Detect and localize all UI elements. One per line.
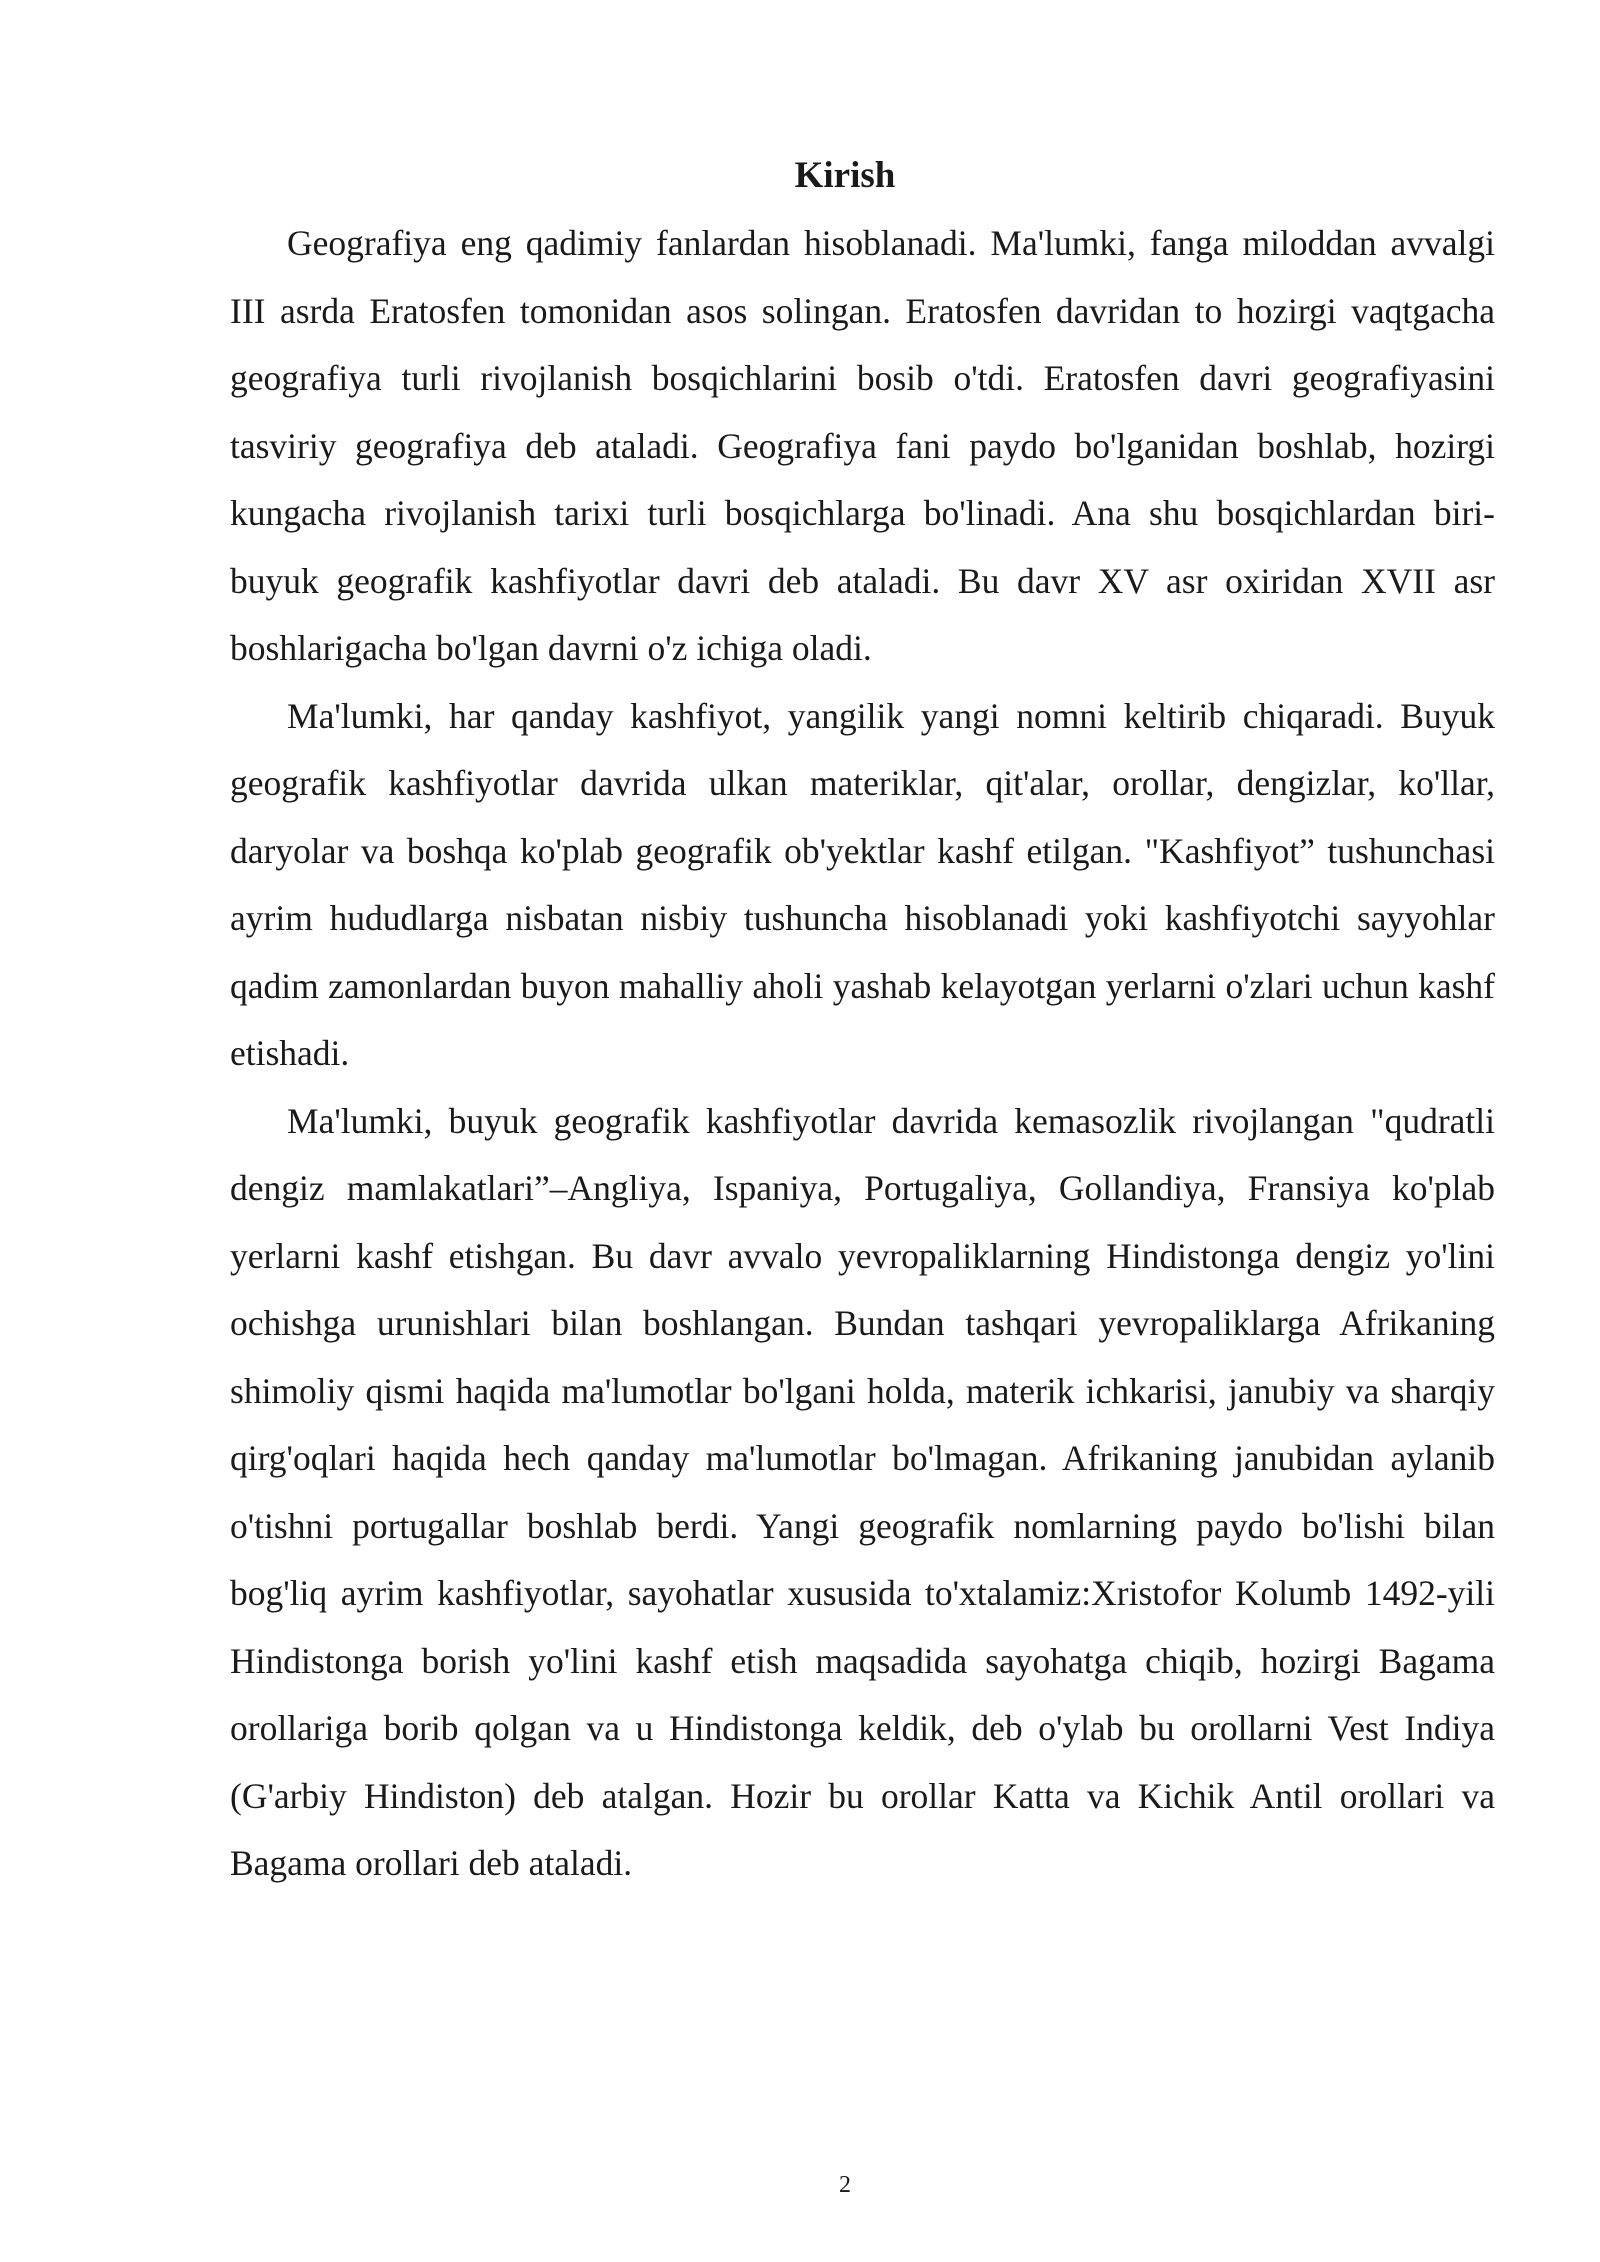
- page-number: 2: [839, 2172, 851, 2198]
- paragraph-introduction: Geografiya eng qadimiy fanlardan hisoblanadi. Ma'lumki, fanga miloddan avvalgi III asrda Eratosfen tomonidan asos solingan. Eratosfen davridan to hozirgi vaqtgacha geografiya turli rivojlanish bosqichlarini bosib o'tdi. Eratosfen davri geografiyasini tasviriy geografiya deb ataladi. Geografiya fani paydo bo'lganidan boshlab, hozirgi kungacha rivojlanish tarixi turli bosqichlarga bo'linadi. Ana shu bosqichlardan biri-buyuk geografik kashfiyotlar davri deb ataladi. Bu davr XV asr oxiridan XVII asr boshlarigacha bo'lgan davrni o'z ichiga oladi.: [230, 223, 1495, 668]
- page-title: Kirish: [794, 155, 896, 196]
- paragraph-discovery-concept: Ma'lumki, har qanday kashfiyot, yangilik yangi nomni keltirib chiqaradi. Buyuk geografik kashfiyotlar davrida ulkan materiklar, qit'alar, orollar, dengizlar, ko'llar, daryolar va boshqa ko'plab geografik ob'yektlar kashf etilgan. "Kashfiyot” tushunchasi ayrim hududlarga nisbatan nisbiy tushuncha hisoblanadi yoki kashfiyotchi sayyohlar qadim zamonlardan buyon mahalliy aholi yashab kelayotgan yerlarni o'zlari uchun kashf etishadi.: [230, 695, 1495, 1073]
- paragraph-great-discoveries: Ma'lumki, buyuk geografik kashfiyotlar davrida kemasozlik rivojlangan "qudratli dengiz mamlakatlari”–Angliya, Ispaniya, Portugaliya, Gollandiya, Fransiya ko'plab yerlarni kashf etishgan. Bu davr avvalo yevropaliklarning Hindistonga dengiz yo'lini ochishga urunishlari bilan boshlangan. Bundan tashqari yevropaliklarga Afrikaning shimoliy qismi haqida ma'lumotlar bo'lgani holda, materik ichkarisi, janubiy va sharqiy qirg'oqlari haqida hech qanday ma'lumotlar bo'lmagan. Afrikaning janubidan aylanib o'tishni portugallar boshlab berdi. Yangi geografik nomlarning paydo bo'lishi bilan bog'liq ayrim kashfiyotlar, sayohatlar xususida to'xtalamiz:Xristofor Kolumb 1492-yili Hindistonga borish yo'lini kashf etish maqsadida sayohatga chiqib, hozirgi Bagama orollariga borib qolgan va u Hindistonga keldik, deb o'ylab bu orollarni Vest Indiya (G'arbiy Hindiston) deb atalgan. Hozir bu orollar Katta va Kichik Antil orollari va Bagama orollari deb ataladi.: [230, 1100, 1495, 1883]
- document-body: [230, 210, 1495, 1898]
